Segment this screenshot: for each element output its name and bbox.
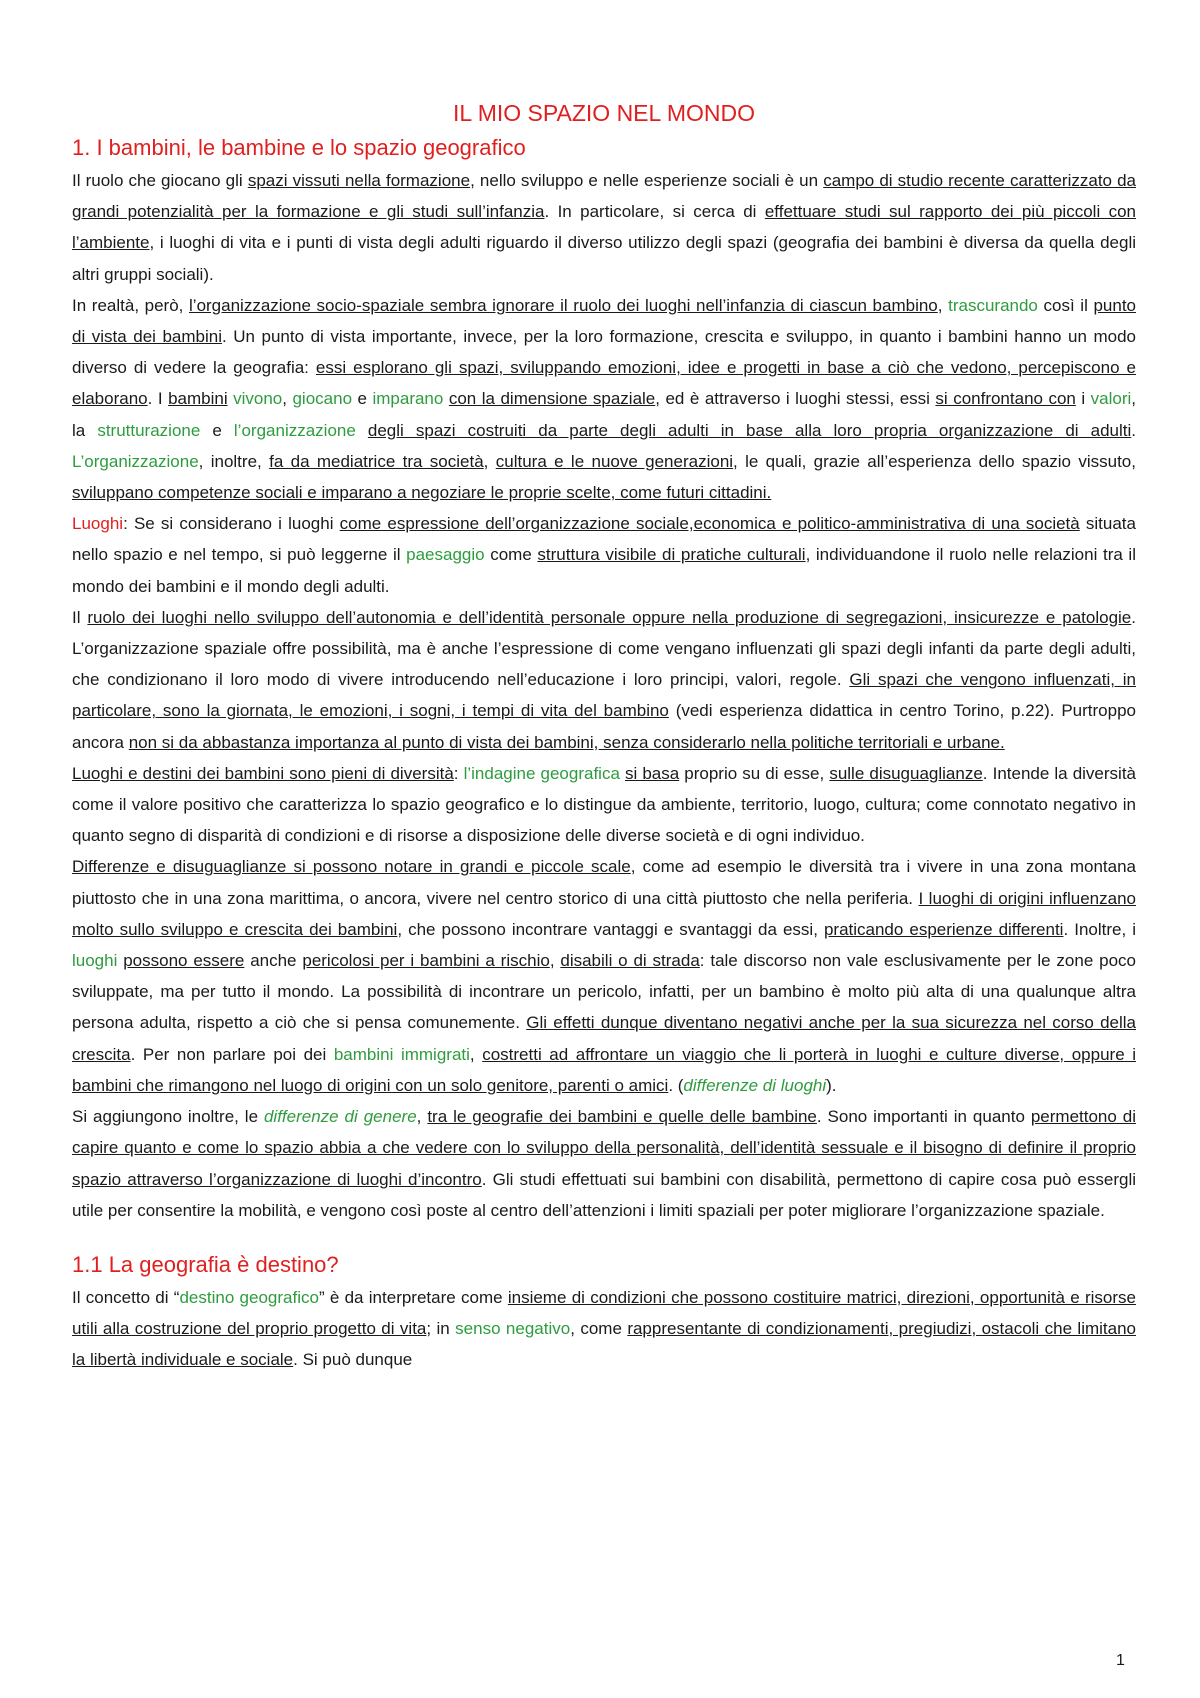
text-run: spazi vissuti nella formazione bbox=[247, 171, 471, 190]
text-run: strutturazione bbox=[97, 420, 201, 440]
text-run: bambini immigrati bbox=[333, 1044, 470, 1064]
text-run: , bbox=[483, 451, 496, 471]
text-run: ; in bbox=[426, 1319, 456, 1339]
text-run: cultura e le nuove generazioni bbox=[495, 451, 734, 471]
text-run: ” è da interpretare come bbox=[318, 1287, 508, 1307]
text-run: , ed è attraverso i luoghi stessi, essi bbox=[655, 389, 936, 409]
text-run: valori bbox=[1090, 389, 1132, 409]
text-run: si basa bbox=[624, 763, 680, 783]
text-run: rappresentante di condizionamenti, pregiudizi, ostacoli che limitano la libertà individuale e sociale bbox=[72, 1319, 1137, 1370]
text-run: situata nello spazio e nel tempo, si può leggerne il bbox=[72, 514, 1136, 565]
text-run: I luoghi di origini influenzano molto sullo sviluppo e crescita dei bambini bbox=[72, 888, 1136, 939]
text-run: imparano bbox=[372, 389, 444, 409]
text-run: giocano bbox=[292, 389, 353, 409]
text-run: , nello sviluppo e nelle esperienze sociali è un bbox=[470, 171, 824, 190]
text-run: insieme di condizioni che possono costituire matrici, direzioni, opportunità e risorse utili alla costruzione del proprio progetto di vita bbox=[72, 1287, 1136, 1339]
text-run: Gli effetti dunque diventano negativi anche per la sua sicurezza nel corso della crescita bbox=[72, 1013, 1137, 1064]
text-run: , bbox=[469, 1044, 483, 1064]
text-run: praticando esperienze differenti bbox=[823, 919, 1064, 939]
text-run: . In particolare, si cerca di bbox=[544, 202, 765, 222]
text-run: , le quali, grazie all’esperienza dello spazio vissuto, bbox=[733, 451, 1136, 471]
paragraph bbox=[72, 602, 1136, 758]
text-run: differenze di genere bbox=[263, 1107, 417, 1127]
text-run: così il bbox=[1037, 295, 1094, 315]
text-run: . Intende la diversità come il valore positivo che caratterizza lo spazio geografico e lo distingue da ambiente, territorio, luogo, cultura; come connotato negativo in quanto segno di disparità di condizioni e di risorse a disposizione delle diverse società e di ogni individuo. bbox=[72, 763, 1136, 846]
paragraph bbox=[72, 508, 1136, 602]
text-run: ). bbox=[826, 1075, 837, 1095]
document-page bbox=[72, 100, 1136, 1376]
text-run: . I bbox=[147, 389, 169, 409]
text-run: , come ad esempio le diversità tra i vivere in una zona montana piuttosto che in una zona marittima, o ancora, vivere nel centro storico di una città piuttosto che nella periferia. bbox=[72, 857, 1136, 908]
text-run: permettono di capire quanto e come lo spazio abbia a che vedere con lo sviluppo della personalità, dell’identità sessuale e il bisogno di definire il proprio spazio attraverso l’organizzazione di luoghi d’incontro bbox=[72, 1107, 1137, 1189]
text-run: campo di studio recente caratterizzato da grandi potenzialità per la formazione e gli studi sull’infanzia bbox=[72, 171, 1137, 222]
text-run: . bbox=[1131, 420, 1136, 440]
paragraph bbox=[72, 851, 1136, 1101]
text-run: possono essere bbox=[123, 951, 245, 971]
text-run: degli spazi costruiti da parte degli adulti in base alla loro propria organizzazione di adulti bbox=[367, 420, 1132, 440]
text-run: trascurando bbox=[948, 295, 1038, 315]
text-run: Si aggiungono inoltre, le bbox=[72, 1107, 264, 1127]
text-run: fa da mediatrice tra società bbox=[269, 451, 484, 471]
text-run: come espressione dell’organizzazione sociale,economica e politico-amministrativa di una società bbox=[339, 514, 1080, 534]
section-body bbox=[72, 165, 1136, 1226]
text-run: , bbox=[282, 389, 293, 409]
paragraph bbox=[72, 165, 1136, 290]
text-run: disabili o di strada bbox=[560, 951, 700, 971]
text-run: luoghi bbox=[72, 951, 118, 971]
section-body bbox=[72, 1282, 1136, 1376]
text-run: Il concetto di “ bbox=[72, 1287, 180, 1307]
text-run: bambini bbox=[168, 389, 228, 409]
text-run: . Per non parlare poi dei bbox=[130, 1044, 334, 1064]
text-run: . Si può dunque bbox=[293, 1350, 413, 1370]
text-run: e bbox=[352, 389, 373, 409]
text-run: , bbox=[416, 1107, 428, 1127]
text-run: paesaggio bbox=[406, 545, 485, 565]
text-run: destino geografico bbox=[179, 1287, 319, 1307]
text-run: Luoghi bbox=[72, 514, 124, 534]
paragraph bbox=[72, 290, 1136, 508]
text-run: Differenze e disuguaglianze si possono notare in grandi e piccole scale bbox=[72, 857, 631, 877]
text-run: . Sono importanti in quanto bbox=[816, 1107, 1031, 1127]
section-heading: 1. I bambini, le bambine e lo spazio geografico bbox=[72, 135, 526, 160]
text-run: ruolo dei luoghi nello sviluppo dell’autonomia e dell’identità personale oppure nella produzione di segregazioni, insicurezze e patologie bbox=[87, 607, 1132, 627]
text-run: : Se si considerano i luoghi bbox=[123, 514, 340, 534]
text-run: , la bbox=[72, 389, 1136, 440]
text-run: , bbox=[937, 295, 949, 315]
text-run: , individuandone il ruolo nelle relazioni tra il mondo dei bambini e il mondo degli adulti. bbox=[72, 545, 1136, 596]
text-run: effettuare studi sul rapporto dei più piccoli con l’ambiente bbox=[72, 202, 1137, 253]
text-run: costretti ad affrontare un viaggio che li porterà in luoghi e culture diverse, oppure i bambini che rimangono nel luogo di origini con un solo genitore, parenti o amici bbox=[72, 1044, 1137, 1095]
text-run: , bbox=[549, 951, 561, 971]
text-run: essi esplorano gli spazi, sviluppando emozioni, idee e progetti in base a ciò che vedono, percepiscono e elaborano bbox=[72, 358, 1136, 409]
text-run: proprio su di esse, bbox=[679, 763, 830, 783]
text-run: Il bbox=[72, 607, 88, 627]
text-run: pericolosi per i bambini a rischio bbox=[302, 951, 550, 971]
text-run: tra le geografie dei bambini e quelle delle bambine bbox=[427, 1107, 817, 1127]
text-run: struttura visibile di pratiche culturali bbox=[537, 545, 806, 565]
text-run: l’indagine geografica bbox=[463, 763, 620, 783]
paragraph bbox=[72, 758, 1136, 852]
text-run: , i luoghi di vita e i punti di vista degli adulti riguardo il diverso utilizzo degli spazi (geografia dei bambini è diversa da quella degli altri gruppi sociali). bbox=[72, 233, 1136, 284]
text-run: In realtà, però, bbox=[72, 295, 190, 315]
text-run: L’organizzazione bbox=[72, 451, 199, 471]
text-run bbox=[356, 421, 368, 440]
text-run: Gli spazi che vengono influenzati, in particolare, sono la giornata, le emozioni, i sogni, i tempi di vita del bambino bbox=[72, 670, 1136, 721]
text-run: con la dimensione spaziale bbox=[448, 389, 656, 409]
text-run: vivono bbox=[233, 389, 283, 409]
section-heading: 1.1 La geografia è destino? bbox=[72, 1251, 339, 1277]
text-run: Luoghi e destini dei bambini sono pieni di diversità bbox=[72, 763, 454, 783]
text-run: . Un punto di vista importante, invece, per la loro formazione, crescita e sviluppo, in quanto i bambini hanno un modo diverso di vedere la geografia: bbox=[72, 327, 1136, 378]
text-run: . ( bbox=[668, 1075, 684, 1095]
text-run: i bbox=[1075, 389, 1091, 409]
text-run: . Inoltre, i bbox=[1063, 919, 1136, 939]
text-run: l’organizzazione socio-spaziale sembra ignorare il ruolo dei luoghi nell’infanzia di ciascun bambino bbox=[189, 295, 938, 315]
text-run: : bbox=[453, 763, 464, 783]
paragraph bbox=[72, 1101, 1136, 1226]
text-run: , inoltre, bbox=[198, 451, 270, 471]
text-run: (vedi esperienza didattica in centro Torino, p.22). Purtroppo ancora bbox=[72, 701, 1136, 752]
text-run: . L’organizzazione spaziale offre possibilità, ma è anche l’espressione di come vengano influenzati gli spazi degli infanti da parte degli adulti, che condizionano il loro modo di vivere introducendo nell’educazione i loro principi, valori, regole. bbox=[72, 607, 1136, 690]
text-run: l’organizzazione bbox=[233, 420, 356, 440]
text-run: sviluppano competenze sociali e imparano a negoziare le proprie scelte, come futuri cittadini. bbox=[72, 483, 772, 503]
text-run: anche bbox=[244, 951, 303, 971]
page-number: 1 bbox=[1116, 1652, 1125, 1669]
text-run: : tale discorso non vale esclusivamente per le zone poco sviluppate, ma per tutto il mondo. La possibilità di incontrare un pericolo, infatti, per un bambino è molto più alta di una qualunque altra persona adulta, rispetto a ciò che si pensa comunemente. bbox=[72, 951, 1137, 1033]
text-run: punto di vista dei bambini bbox=[72, 295, 1137, 347]
text-run: , come bbox=[570, 1319, 628, 1339]
text-run: differenze di luoghi bbox=[683, 1075, 827, 1095]
text-run: senso negativo bbox=[455, 1319, 571, 1339]
paragraph bbox=[72, 1282, 1136, 1376]
text-run: come bbox=[484, 545, 538, 565]
text-run: si confrontano con bbox=[935, 389, 1076, 409]
text-run: e bbox=[200, 420, 234, 440]
text-run: Il ruolo che giocano gli bbox=[72, 171, 248, 190]
text-run: . Gli studi effettuati sui bambini con disabilità, permettono di capire cosa può essergli utile per consentire la mobilità, e vengono così poste al centro dell’attenzioni i limiti spaziali per poter migliorare l’organizzazione spaziale. bbox=[72, 1169, 1136, 1220]
text-run: , che possono incontrare vantaggi e svantaggi da essi, bbox=[397, 919, 824, 939]
document-title: IL MIO SPAZIO NEL MONDO bbox=[452, 100, 756, 126]
text-run: non si da abbastanza importanza al punto di vista dei bambini, senza considerarlo nella politiche territoriali e urbane. bbox=[128, 732, 1005, 752]
text-run: sulle disuguaglianze bbox=[829, 763, 983, 783]
